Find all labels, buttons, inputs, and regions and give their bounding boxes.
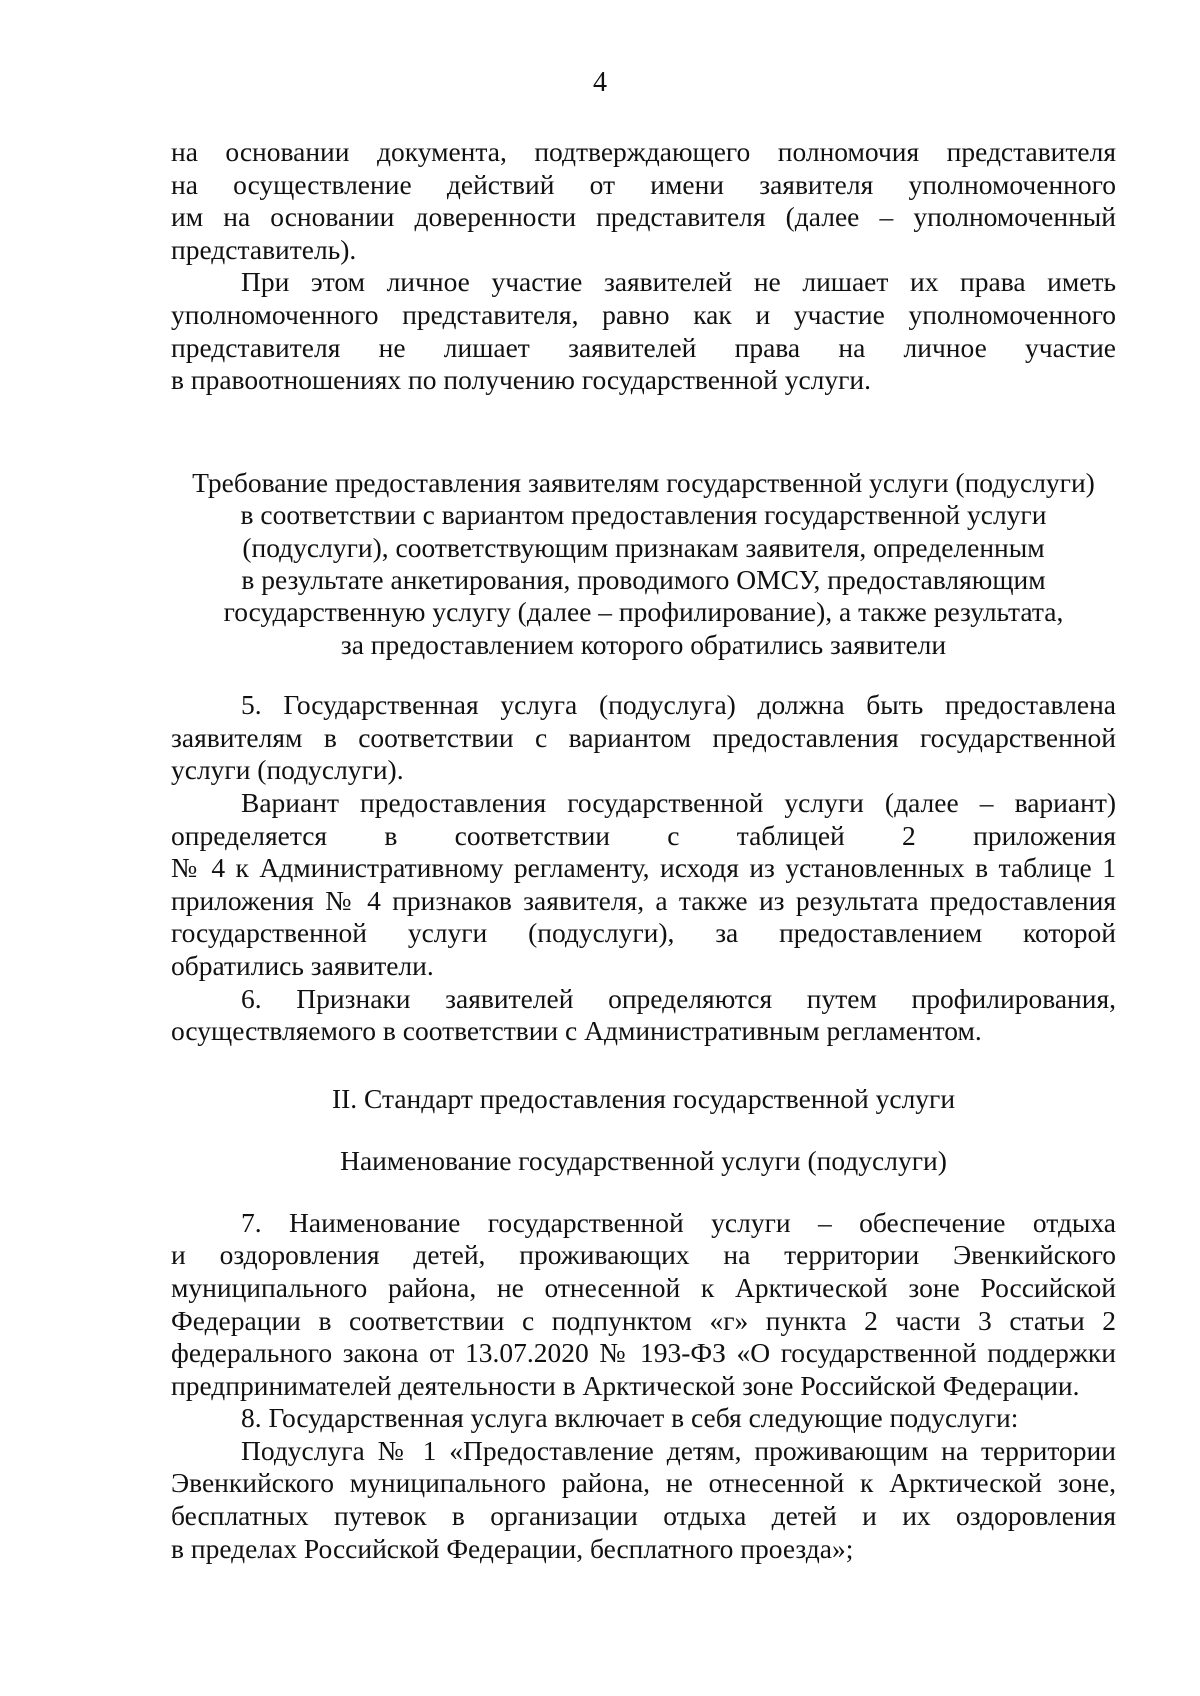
text-line: услуги (подуслуги). [171, 754, 404, 786]
text-line: осуществляемого в соответствии с Административным регламентом. [171, 1015, 982, 1047]
text-line: Вариант предоставления государственной услуги (далее – вариант) [241, 786, 1116, 818]
text-line: государственной услуги (подуслуги), за предоставлением которой [171, 917, 1116, 949]
text-line: приложения № 4 признаков заявителя, а также из результата предоставления [171, 884, 1116, 916]
text-line: обратились заявители. [171, 949, 434, 981]
item-8 [171, 1402, 1116, 1435]
heading-line: в соответствии с вариантом предоставления государственной услуги [240, 499, 1047, 531]
text-line: предпринимателей деятельности в Арктической зоне Российской Федерации. [171, 1369, 1080, 1401]
text-line: муниципального района, не отнесенной к Арктической зоне Российской [171, 1271, 1116, 1303]
item-5 [171, 689, 1116, 787]
heading-line: за предоставлением которого обратились заявители [340, 628, 947, 660]
heading-line: в результате анкетирования, проводимого ОМСУ, предоставляющим [241, 563, 1046, 595]
text-line: представитель). [171, 233, 357, 265]
subservice-1 [171, 1435, 1116, 1565]
text-line: При этом личное участие заявителей не лишает их права иметь [241, 266, 1116, 298]
text-line: бесплатных путевок в организации отдыха детей и их оздоровления [171, 1500, 1116, 1532]
text-line: уполномоченного представителя, равно как и участие уполномоченного [171, 298, 1116, 330]
text-line: им на основании доверенности представителя (далее – уполномоченный [171, 201, 1116, 233]
text-line: в пределах Российской Федерации, бесплатного проезда»; [171, 1532, 854, 1564]
text-line: Эвенкийского муниципального района, не отнесенной к Арктической зоне, [171, 1467, 1116, 1499]
variant-paragraph [171, 787, 1116, 983]
document-body [171, 136, 1116, 1565]
text-line: федерального закона от 13.07.2020 № 193-ФЗ «О государственной поддержки [171, 1337, 1116, 1369]
text-line: Федерации в соответствии с подпунктом «г» пункта 2 части 3 статьи 2 [171, 1304, 1116, 1336]
text-line: в правоотношениях по получению государственной услуги. [171, 364, 872, 396]
text-line: 6. Признаки заявителей определяются путем профилирования, [241, 982, 1116, 1014]
paragraph-personal-participation [171, 266, 1116, 396]
item-6 [171, 983, 1116, 1048]
text-line: и оздоровления детей, проживающих на территории Эвенкийского [171, 1239, 1116, 1271]
text-line: на осуществление действий от имени заявителя уполномоченного [171, 168, 1116, 200]
heading-line: (подуслуги), соответствующим признакам заявителя, определенным [242, 531, 1045, 563]
text-line: представителя не лишает заявителей права на личное участие [171, 331, 1116, 363]
section-title: II. Стандарт предоставления государственной услуги [331, 1082, 956, 1114]
text-line: 7. Наименование государственной услуги – обеспечение отдыха [241, 1206, 1116, 1238]
heading-line: государственную услугу (далее – профилирование), а также результата, [223, 596, 1064, 628]
text-line: Подуслуга № 1 «Предоставление детям, проживающим на территории [241, 1434, 1116, 1466]
text-line: заявителям в соответствии с вариантом предоставления государственной [171, 721, 1116, 753]
text-line: 5. Государственная услуга (подуслуга) должна быть предоставлена [241, 689, 1116, 721]
text-line: определяется в соответствии с таблицей 2 приложения [171, 819, 1116, 851]
page-number: 4 [593, 67, 607, 98]
requirement-heading [171, 467, 1116, 661]
text-line: на основании документа, подтверждающего полномочия представителя [171, 136, 1116, 167]
text-line: № 4 к Административному регламенту, исходя из установленных в таблице 1 [171, 852, 1116, 884]
text-line: 8. Государственная услуга включает в себя следующие подуслуги: [241, 1402, 1019, 1434]
intro-paragraph [171, 136, 1116, 266]
heading-line: Требование предоставления заявителям государственной услуги (подуслуги) [192, 466, 1095, 498]
subsection-title: Наименование государственной услуги (подуслуги) [340, 1144, 947, 1176]
item-7 [171, 1207, 1116, 1403]
